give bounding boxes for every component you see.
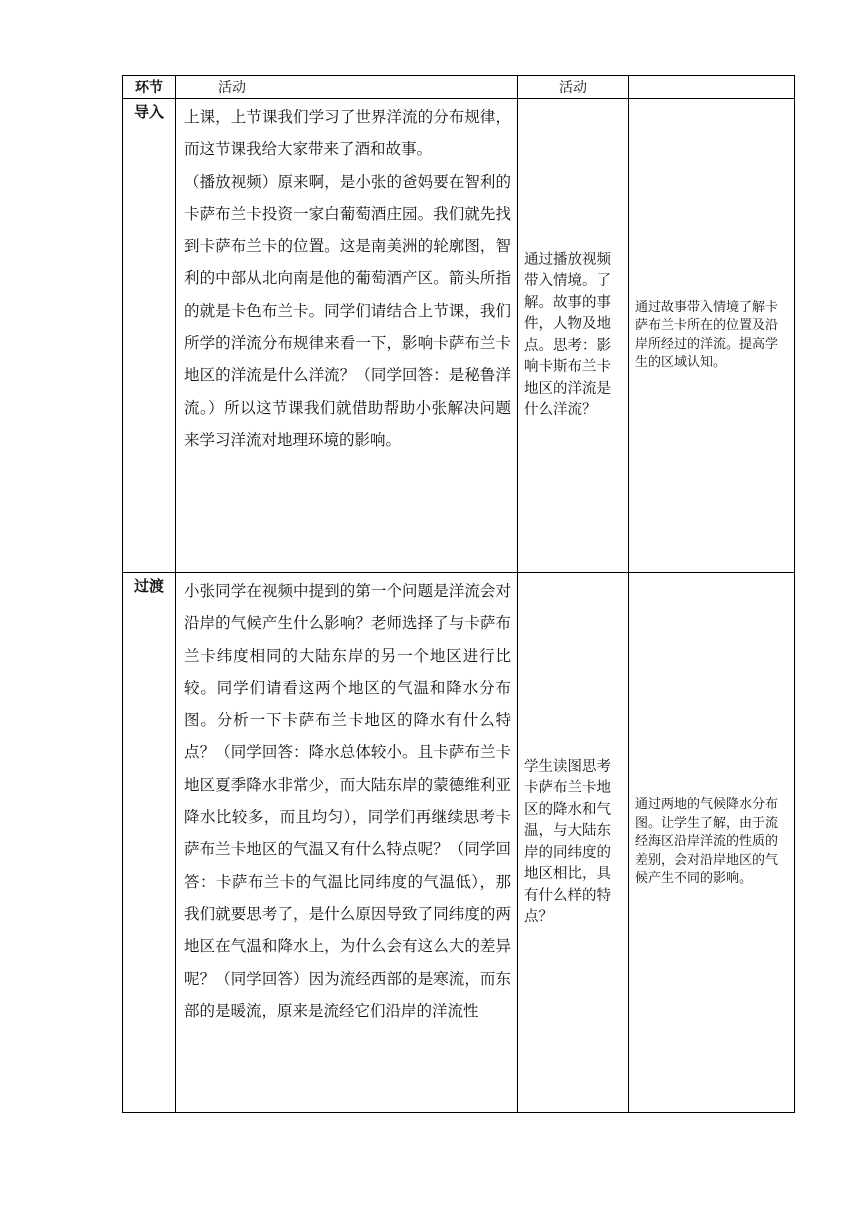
lesson-plan-table <box>122 75 795 1113</box>
paragraph: 上课，上节课我们学习了世界洋流的分布规律，而这节课我给大家带来了酒和故事。 <box>184 108 511 159</box>
student-activity-cell: 学生读图思考卡萨布兰卡地区的降水和气温，与大陆东岸的同纬度的地区相比，具有什么样的特点？ <box>518 573 629 1113</box>
paragraph: （播放视频）原来啊，是小张的爸妈要在智利的卡萨布兰卡投资一家白葡萄酒庄园。我们就先找到卡萨布兰卡的位置。这是南美洲的轮廓图，智利的中部从北向南是他的葡萄酒产区。箭头所指的就是卡色布兰卡。同学们请结合上节课，我们所学的洋流分布规律来看一下，影响卡萨布兰卡地区的洋流是什么洋流？（同学回答：是秘鲁洋流。）所以这节课我们就借助帮助小张解决问题来学习洋流对地理环境的影响。 <box>184 172 511 449</box>
header-teacher-activity: 活动 <box>176 76 518 99</box>
stage-cell: 过渡 <box>123 573 176 1113</box>
purpose-cell: 通过两地的气候降水分布图。让学生了解，由于流经海区沿岸洋流的性质的差别，会对沿岸地区的气候产生不同的影响。 <box>629 573 795 1113</box>
table-row <box>123 573 795 1113</box>
table-header-row <box>123 76 795 99</box>
table-row <box>123 99 795 573</box>
teacher-activity-cell <box>176 99 518 573</box>
student-activity-cell: 通过播放视频带入情境。了解。故事的事件，人物及地点。思考：影响卡斯布兰卡地区的洋流是什么洋流？ <box>518 99 629 573</box>
purpose-cell: 通过故事带入情境了解卡萨布兰卡所在的位置及沿岸所经过的洋流。提高学生的区域认知。 <box>629 99 795 573</box>
teacher-activity-cell <box>176 573 518 1113</box>
header-stage: 环节 <box>123 76 176 99</box>
header-student-activity: 活动 <box>518 76 629 99</box>
header-purpose <box>629 76 795 99</box>
stage-cell: 导入 <box>123 99 176 573</box>
paragraph: 小张同学在视频中提到的第一个问题是洋流会对沿岸的气候产生什么影响？老师选择了与卡萨布兰卡纬度相同的大陆东岸的另一个地区进行比较。同学们请看这两个地区的气温和降水分布图。分析一下卡萨布兰卡地区的降水有什么特点？（同学回答：降水总体较小。且卡萨布兰卡地区夏季降水非常少，而大陆东岸的蒙德维利亚降水比较多，而且均匀），同学们再继续思考卡萨布兰卡地区的气温又有什么特点呢？（同学回答：卡萨布兰卡的气温比同纬度的气温低），那我们就要思考了，是什么原因导致了同纬度的两地区在气温和降水上，为什么会有这么大的差异呢？（同学回答）因为流经西部的是寒流，而东部的是暖流，原来是流经它们沿岸的洋流性 <box>184 582 511 1020</box>
